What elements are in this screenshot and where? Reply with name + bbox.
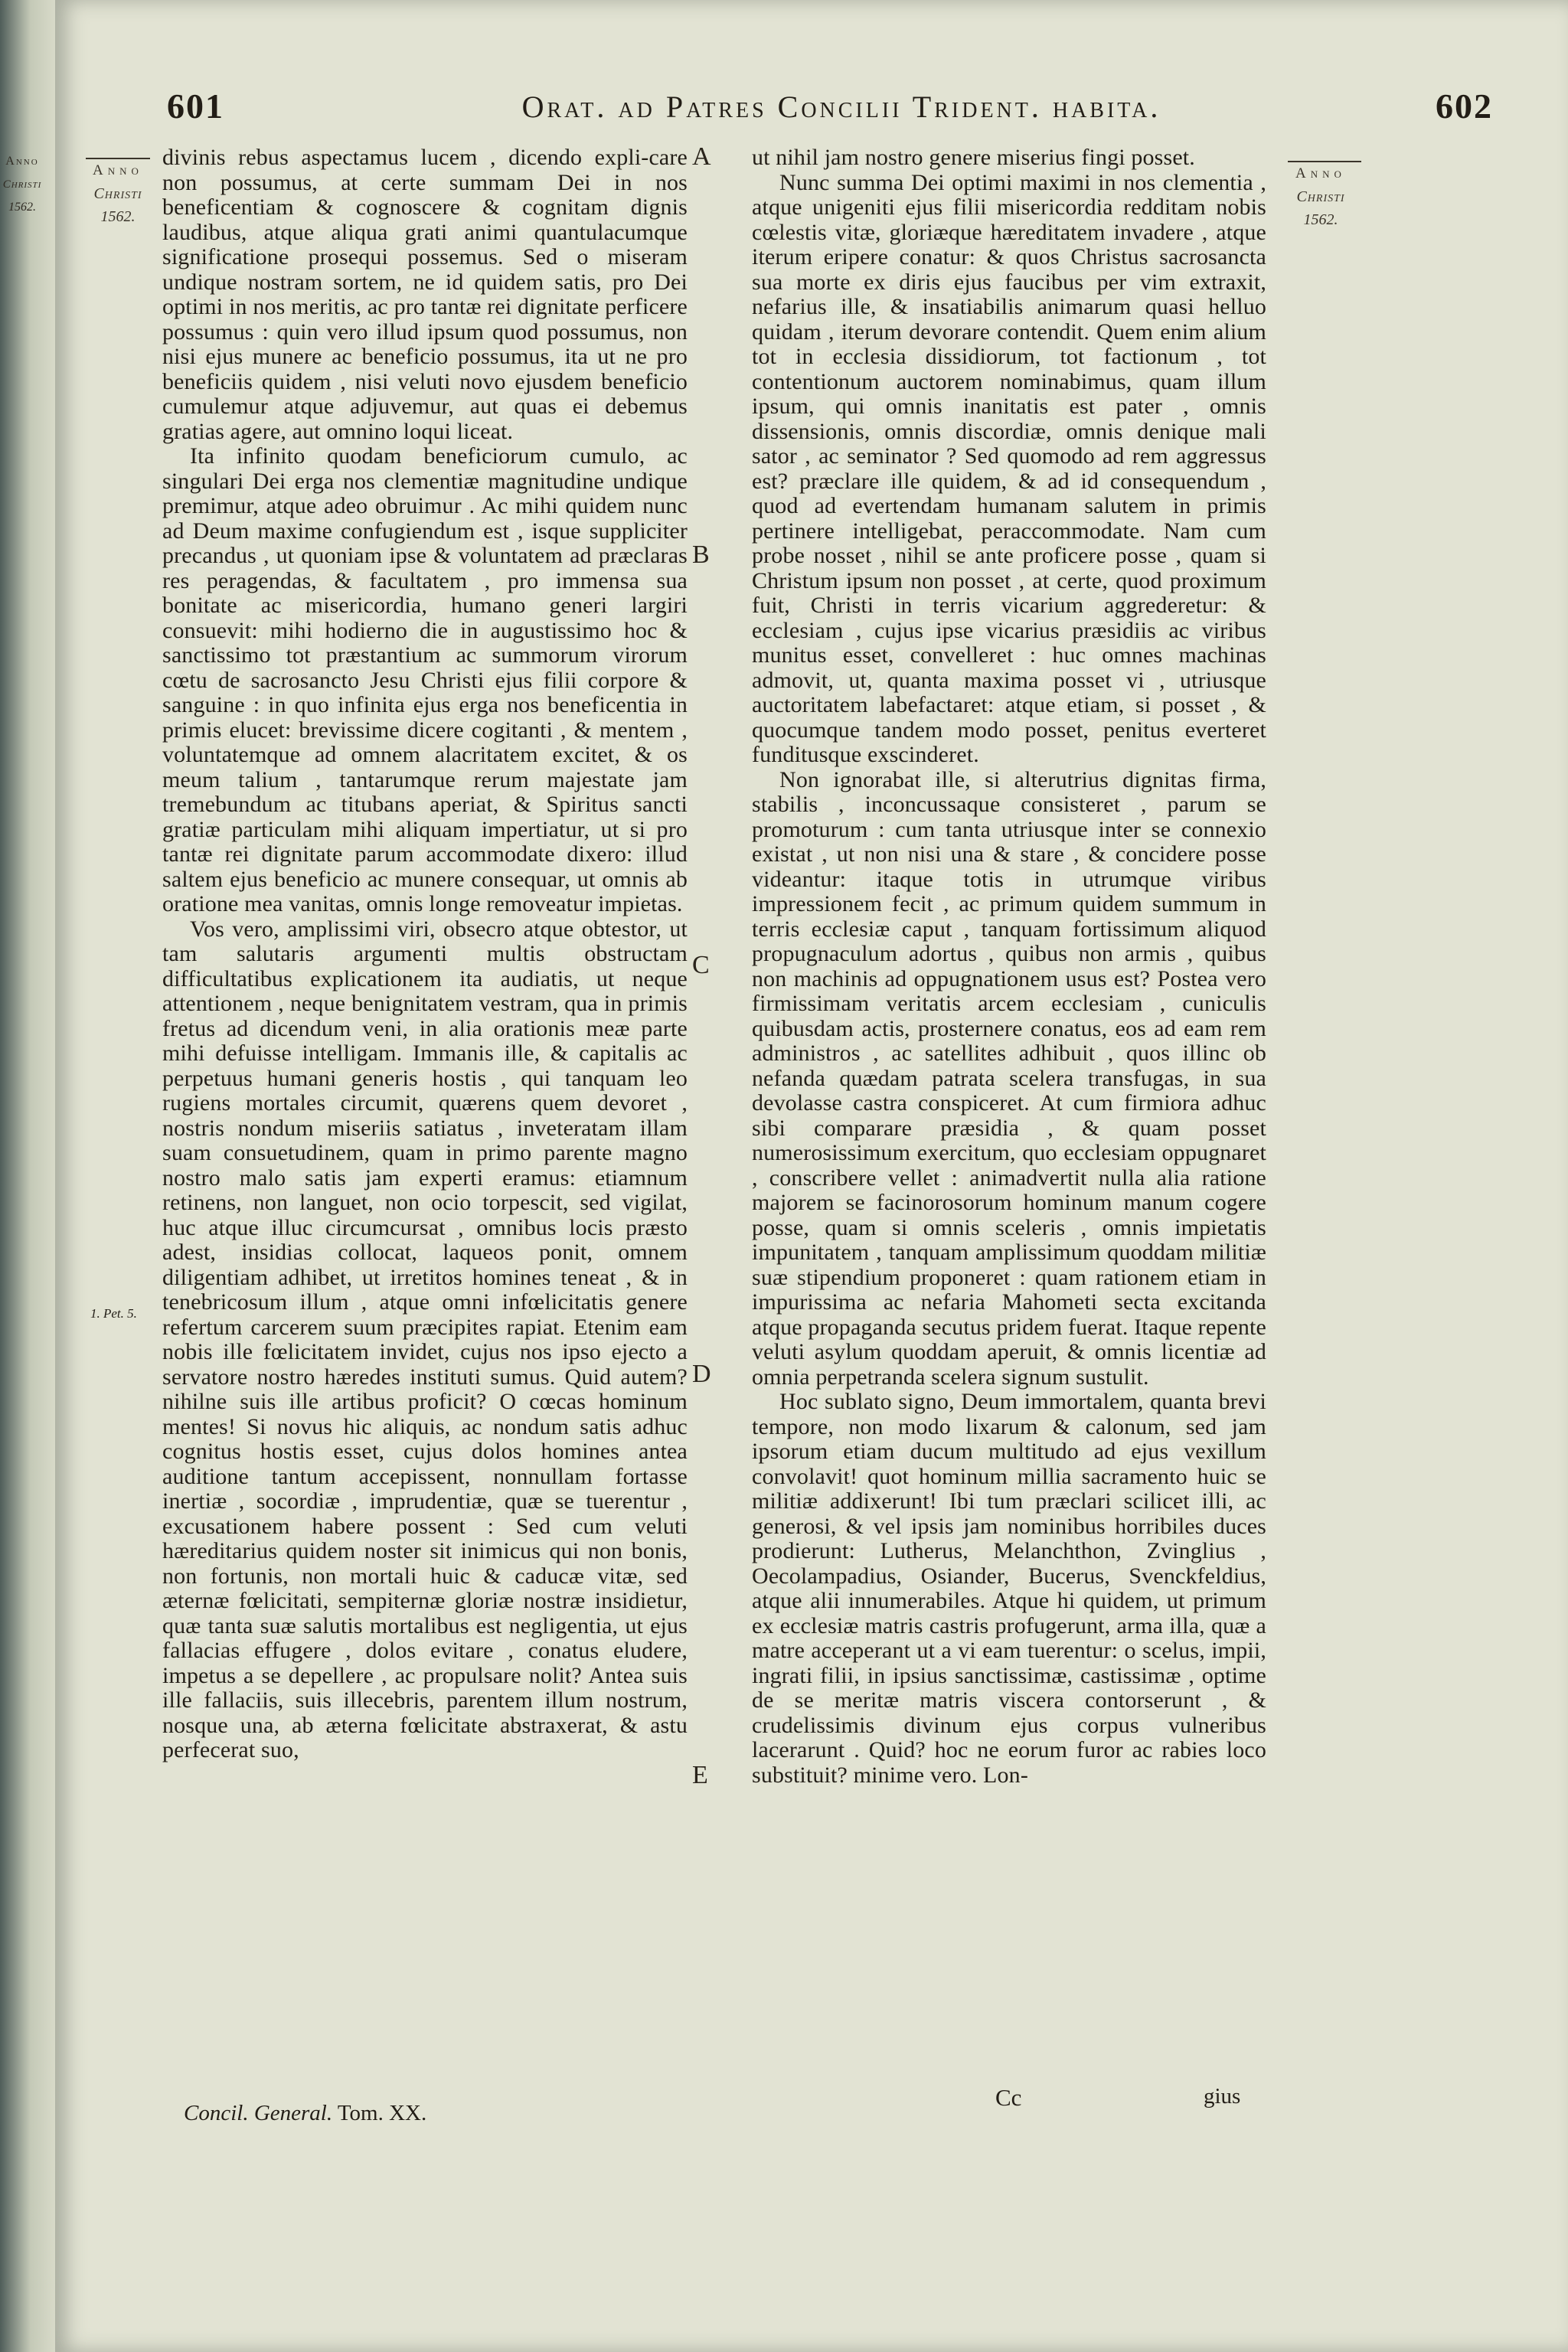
- right-paragraph-3: Non ignorabat ille, si alterutrius dignitas firma, stabilis , inconcussaque consisteret , parum se promoturum : cum tanta utriusque inter se connexio existat , ut non nisi una & stare , & concidere posse videantur: itaque totis in utrumque viribus impressionem fecit , ac primum quidem summum in terris ecclesiæ caput , tanquam fortissimum aliquod propugnaculum adortus , quibus non armis , quibus non machinis ad oppugnationem usus est? Postea vero firmissimam veritatis arcem ecclesiam , cuniculis quibusdam actis, prosternere conatus, eos ad eam rem administros , ac satellites adhibuit , quos illinc ob nefanda quædam patrata scelera transfugas, in sua devolasse castra conspiceret. At cum firmiora adhuc sibi comparare præsidia , & quam posset numerosissimum exercitum, quo ecclesiam oppugnaret , conscribere vellet : animadvertit nulla alia ratione majorem se facinorosorum hominum manum cogere posse, quam si omnis sceleris , omnis impietatis impunitatem , tanquam amplissimum quoddam militiæ suæ stipendium proponeret : quam rationem etiam in impurissima ac nefaria Mahometi secta excitanda atque propaganda secutus pridem fuerat. Itaque repente veluti asylum quoddam aperuit, & omnis licentiæ ad omnia perpetranda scelera signum sustulit.: [752, 766, 1266, 1390]
- left-note-line3: 1562.: [100, 208, 136, 225]
- edge-note-line1: Anno: [5, 155, 39, 168]
- section-marker-b: B: [692, 541, 710, 569]
- edge-margin-note: [0, 150, 44, 219]
- right-note-line2: Christi: [1296, 188, 1345, 205]
- signature-mark: Cc: [995, 2084, 1022, 2111]
- section-marker-d: D: [692, 1360, 711, 1388]
- section-marker-e: E: [692, 1761, 708, 1789]
- page-number-left: 601: [167, 87, 224, 126]
- section-marker-a: A: [692, 142, 711, 171]
- footer-tome: Tom. XX.: [337, 2101, 427, 2125]
- left-text-column: [162, 145, 688, 1763]
- footer-series: Concil. General.: [184, 2101, 333, 2125]
- left-margin-note: [81, 159, 155, 228]
- footer-volume-line: [184, 2101, 426, 2126]
- running-head: [167, 86, 1516, 133]
- right-paragraph-4: Hoc sublato signo, Deum immortalem, quanta brevi tempore, non modo lixarum & calonum, sed jam ipsorum etiam ducum multitudo ad ejus vexillum convolavit! quot hominum millia sacramento huic se militiæ addixerunt! Ibi tum præclari scilicet illi, ac generosi, & vel ipsis jam nominibus horribiles duces prodierunt: Lutherus, Melanchthon, Zvinglius , Oecolampadius, Osiander, Bucerus, Svenckfeldius, atque alii innumerabiles. Atque hi quidem, ut primum ex ecclesiæ matris castris profugerunt, arma illa, quæ a matre acceperant ut a vi eam tuerentur: o scelus, impii, ingrati filii, in ipsius sanctissimæ, castissimæ , optime de se meritæ matris viscera contorserunt , & crudelissimis divinum ejus corpus vulneribus lacerarunt . Quid? hoc ne eorum furor ac rabies loco substituit? minime vero. Lon-: [752, 1389, 1266, 1788]
- right-text-column: [752, 145, 1266, 1788]
- page-number-right: 602: [1436, 87, 1493, 126]
- left-note-line2: Christi: [93, 185, 142, 202]
- left-paragraph-3: Vos vero, amplissimi viri, obsecro atque obtestor, ut tam salutaris argumenti multis obstructam difficultatibus explicationem ita audiatis, ut neque attentionem , neque benignitatem vestram, qua in primis fretus ad dicendum veni, in alia orationis meæ parte mihi defuisse intelligam. Immanis ille, & capitalis ac perpetuus humani generis hostis , qui tanquam leo rugiens mortales circumit, quærens quem devoret , nostris nondum miseriis satiatus , inveteratam illam suam consuetudinem, quam in primo parente magno nostro malo satis jam experti eramus: etiamnum retinens, non languet, non ocio torpescit, sed vigilat, huc atque illuc circumcursat , omnibus locis præsto adest, insidias collocat, laqueos ponit, omnem diligentiam adhibet, ut irretitos homines teneat , & in tenebricosum illum , atque omni infœlicitatis genere refertum carcerem suum præcipites rapiat. Etenim eam nobis ille fœlicitatem invidet, cujus nos ipso ejecto a servatore nostro hæredes instituti sumus. Quid autem? nihilne suis ille artibus proficit? O cœcas hominum mentes! Si novus hic aliquis, ac nondum satis adhuc cognitus hostis esset, cujus dolos homines antea auditione tantum accepissent, nonnullam fortasse inertiæ , socordiæ , imprudentiæ, quæ se tuerentur , excusationem habere possent : Sed cum veluti hæreditarius quidem noster sit inimicus qui non bonis, non fortunis, non mortali huic & caducæ vitæ, sed æternæ fœlicitati, sempiternæ gloriæ nostræ insidietur, quæ tanta suæ salutis mortalibus est negligentia, ut ejus fallacias effugere , dolos evitare , conatus eludere, impetus a se depellere , ac propulsare nolit? Antea suis ille fallaciis, suis illecebris, parentem illum nostrum, nosque una, ab æterna fœlicitate abstraxerat, & astu perfecerat suo,: [162, 916, 688, 1762]
- adjacent-page-edge: [0, 0, 55, 2352]
- catchword: gius: [1204, 2084, 1241, 2109]
- edge-note-line2: Christi: [2, 178, 42, 191]
- left-paragraph-1: divinis rebus aspectamus lucem , dicendo expli-care non possumus, at certe summam Dei in nos beneficentiam & cognoscere & cognitam dignis laudibus, atque aliqua grati animi quantulacumque significatione prosequi possemus. Sed o miseram undique nostram sortem, ne id quidem satis, pro Dei optimi in nos meritis, ac pro tantæ rei dignitate perficere possumus : quin vero illud ipsum quod possumus, non nisi ejus munere ac beneficio possumus, ita ut ne pro beneficiis quidem , nisi veluti novo ejusdem beneficio cumulemur atque adjuvemur, aut quas ei debemus gratias agere, aut omnino loqui liceat.: [162, 145, 688, 444]
- scripture-reference: 1. Pet. 5.: [90, 1306, 137, 1321]
- left-paragraph-2: Ita infinito quodam beneficiorum cumulo, ac singulari Dei erga nos clementiæ magnitudine undique premimur, atque adeo obruimur . Ac mihi quidem nunc ad Deum maxime confugiendum est , isque suppliciter precandus , ut quoniam ipse & voluntatem ad præclaras res peragendas, & facultatem , pro immensa sua bonitate ac misericordia, humano generi largiri consuevit: mihi hodierno die in augustissimo hoc & sanctissimo tot præstantium ac summorum virorum cœtu de sacrosancto Jesu Christi ejus filii corpore & sanguine : in quo infinita ejus erga nos beneficentia in primis elucet: brevissime dicere cogitanti , & mentem , voluntatemque ad omnem alacritatem excitet, & os meum talium , tantarumque rerum majestate jam tremebundum ac titubans aperiat, & Spiritus sancti gratiæ particulam mihi aliquam impertiatur, ut si pro tantæ rei dignitate parum accommodate dixero: illud saltem ejus beneficio ac munere consequar, ut omnis ab oratione mea vanitas, omnis longe removeatur impietas.: [162, 443, 688, 916]
- section-marker-c: C: [692, 951, 710, 979]
- right-paragraph-1: ut nihil jam nostro genere miserius fingi posset.: [752, 145, 1195, 170]
- right-margin-note: [1271, 162, 1370, 231]
- right-paragraph-2: Nunc summa Dei optimi maximi in nos clementia , atque unigeniti ejus filii misericordia redditam nobis cœlestis vitæ, gloriæque hæreditatem invadere , atque iterum eripere conatur: & quos Christus sacrosancta sua morte ex diris ejus faucibus per vim extraxit, nefarius ille, & insatiabilis animarum quasi helluo quidam , iterum devorare contendit. Quem enim alium tot in ecclesia dissidiorum, tot factionum , tot contentionum auctorem nominabimus, quam illum ipsum, qui omnis inanitatis est pater , omnis dissensionis, omnis discordiæ, omnis denique mali sator , ac seminator ? Sed quomodo ad rem aggressus est? præclare ille quidem, & ad id consequendum , quod ad evertendam humanam salutem in primis pertinere intelligebat, peraccommodate. Nam cum probe nosset , nihil se ante proficere posse , quam si Christum ipsum non posset , at certe, quod proximum fuit, Christi in terris vicarium aggrederetur: & ecclesiam , cujus ipse vicarius præsidiis ac viribus munitus esset, convelleret : huc omnes machinas admovit, ut, quanta maxima posset vi , utriusque auctoritatem labefactaret: atque etiam, si posset , & quocumque tandem modo posset, penitus everteret funditusque exscinderet.: [752, 169, 1266, 767]
- edge-note-line3: 1562.: [8, 201, 36, 214]
- right-note-line1: Anno: [1295, 165, 1346, 181]
- running-head-title: Orat. ad Patres Concilii Trident. habita.: [521, 90, 1161, 124]
- right-note-line3: 1562.: [1303, 211, 1338, 228]
- left-note-line1: Anno: [93, 162, 143, 178]
